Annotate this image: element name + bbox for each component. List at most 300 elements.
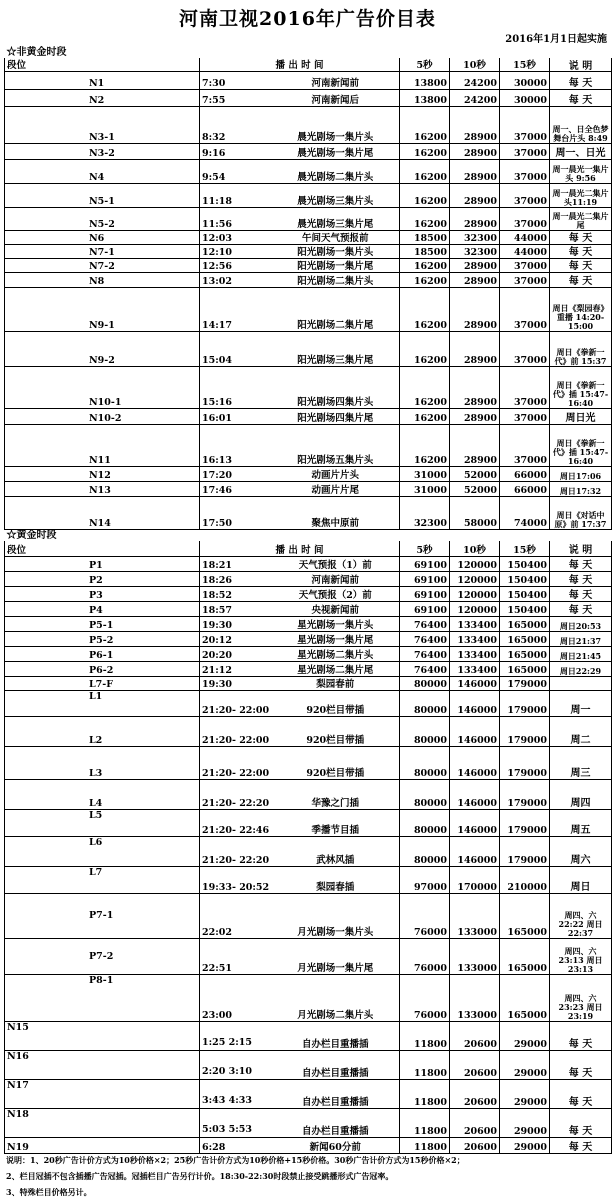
row-position: 段位 <box>5 541 200 556</box>
row-time: 7:55 <box>200 89 272 106</box>
table-row <box>5 230 612 244</box>
row-time: 8:32 <box>200 106 272 143</box>
row-note: 周日20:53 <box>550 616 612 631</box>
row-note: 每 天 <box>550 272 612 287</box>
row-position: L3 <box>5 746 200 779</box>
section-title: ☆非黄金时段 <box>6 47 67 58</box>
row-note: 每 天 <box>550 230 612 244</box>
row-program: 星光剧场一集片头 <box>272 616 400 631</box>
row-note: 说 明 <box>550 541 612 556</box>
row-time: 2:20 3:10 <box>200 1050 272 1079</box>
row-position: N1 <box>5 71 200 89</box>
row-position: L6 <box>5 836 200 866</box>
row-price-5s: 76400 <box>400 616 450 631</box>
row-position: L7 <box>5 866 200 893</box>
row-program: 自办栏目重播插 <box>272 1108 400 1137</box>
row-program: 晨光剧场三集片尾 <box>272 207 400 230</box>
table-row <box>5 938 612 974</box>
table-row <box>5 331 612 366</box>
row-position: N2 <box>5 89 200 106</box>
row-price-15s: 210000 <box>500 866 550 893</box>
row-price-10s: 28900 <box>450 143 500 159</box>
row-price-15s: 37000 <box>500 287 550 331</box>
row-program: 晨光剧场三集片头 <box>272 183 400 207</box>
row-note: 每 天 <box>550 556 612 571</box>
row-program: 动画片片尾 <box>272 481 400 496</box>
row-price-5s: 69100 <box>400 601 450 616</box>
row-price-10s: 133400 <box>450 661 500 676</box>
row-time: 21:20- 22:46 <box>200 809 272 836</box>
row-note: 每 天 <box>550 1137 612 1153</box>
row-program: 星光剧场二集片头 <box>272 646 400 661</box>
row-program: 920栏目带插 <box>272 690 400 716</box>
row-position: L7-F <box>5 676 200 690</box>
row-time: 12:56 <box>200 258 272 272</box>
row-note: 每 天 <box>550 71 612 89</box>
row-price-10s: 146000 <box>450 746 500 779</box>
table-row <box>5 616 612 631</box>
row-price-10s: 133000 <box>450 893 500 938</box>
row-position: P1 <box>5 556 200 571</box>
row-note: 每 天 <box>550 1108 612 1137</box>
row-price-15s: 179000 <box>500 690 550 716</box>
row-price-10s: 28900 <box>450 287 500 331</box>
row-program: 星光剧场一集片尾 <box>272 631 400 646</box>
row-price-5s: 11800 <box>400 1021 450 1050</box>
table-row <box>5 424 612 466</box>
row-price-10s: 28900 <box>450 183 500 207</box>
row-program: 阳光剧场五集片头 <box>272 424 400 466</box>
table-row <box>5 1021 612 1050</box>
row-price-10s: 133400 <box>450 631 500 646</box>
table-row <box>5 631 612 646</box>
row-time: 21:20- 22:20 <box>200 836 272 866</box>
header-note: 说 明 <box>550 58 612 71</box>
row-note: 周日22:29 <box>550 661 612 676</box>
table-row <box>5 1137 612 1153</box>
row-position: L5 <box>5 809 200 836</box>
row-note: 每 天 <box>550 586 612 601</box>
row-price-10s: 120000 <box>450 556 500 571</box>
row-note: 周一、日全色梦舞台片头 8:49 <box>550 106 612 143</box>
row-time: 15:16 <box>200 366 272 408</box>
row-price-15s: 37000 <box>500 331 550 366</box>
row-time: 播 出 时 间 <box>200 541 400 556</box>
header-time: 播 出 时 间 <box>200 58 400 71</box>
row-position: N14 <box>5 496 200 529</box>
table-row <box>5 481 612 496</box>
row-note: 每 天 <box>550 601 612 616</box>
row-note: 周四、六22:22 周日22:37 <box>550 893 612 938</box>
row-position: N18 <box>5 1108 200 1137</box>
row-price-15s: 37000 <box>500 159 550 183</box>
row-price-10s: 24200 <box>450 71 500 89</box>
row-program: 阳光剧场四集片尾 <box>272 408 400 424</box>
row-note: 周四、六23:23 周日23:19 <box>550 974 612 1021</box>
row-price-10s: 120000 <box>450 586 500 601</box>
row-price-5s: 13800 <box>400 71 450 89</box>
row-position: P7-1 <box>5 893 200 938</box>
row-price-10s: 20600 <box>450 1108 500 1137</box>
row-time: 9:16 <box>200 143 272 159</box>
row-note: 周三 <box>550 746 612 779</box>
row-price-5s: 11800 <box>400 1108 450 1137</box>
row-price-15s: 165000 <box>500 938 550 974</box>
row-note: 周日《拳新一代》前 15:37 <box>550 331 612 366</box>
table-row <box>5 646 612 661</box>
row-program: 武林风插 <box>272 836 400 866</box>
row-program: 新闻60分前 <box>272 1137 400 1153</box>
row-note: 周二 <box>550 716 612 746</box>
row-price-15s: 165000 <box>500 661 550 676</box>
row-price-10s: 32300 <box>450 244 500 258</box>
row-program: 河南新闻前 <box>272 71 400 89</box>
row-position: N9-1 <box>5 287 200 331</box>
row-price-15s: 29000 <box>500 1108 550 1137</box>
row-note: 周日光 <box>550 408 612 424</box>
row-price-10s: 28900 <box>450 331 500 366</box>
row-position: N13 <box>5 481 200 496</box>
row-price-5s: 5秒 <box>400 541 450 556</box>
row-price-5s: 76400 <box>400 631 450 646</box>
row-price-15s: 29000 <box>500 1137 550 1153</box>
row-price-5s: 18500 <box>400 244 450 258</box>
page-title: 河南卫视2016年广告价目表 <box>179 8 436 30</box>
row-program: 梨园春插 <box>272 866 400 893</box>
row-price-5s: 11800 <box>400 1050 450 1079</box>
row-price-15s: 37000 <box>500 106 550 143</box>
table-row <box>5 571 612 586</box>
row-price-5s: 32300 <box>400 496 450 529</box>
row-note: 每 天 <box>550 244 612 258</box>
table-row <box>5 258 612 272</box>
row-time: 16:13 <box>200 424 272 466</box>
row-note: 每 天 <box>550 1079 612 1108</box>
table-row <box>5 89 612 106</box>
row-price-5s: 16200 <box>400 331 450 366</box>
table-row <box>5 496 612 529</box>
row-price-10s: 28900 <box>450 207 500 230</box>
footnote-3: 3、特殊栏目价格另计。 <box>6 1187 92 1197</box>
header-5s: 5秒 <box>400 58 450 71</box>
row-price-10s: 133000 <box>450 974 500 1021</box>
row-price-10s: 146000 <box>450 779 500 809</box>
row-position: N15 <box>5 1021 200 1050</box>
row-price-10s: 133400 <box>450 616 500 631</box>
price-table <box>4 46 612 1154</box>
row-note: 周一晨光二集片头11:19 <box>550 183 612 207</box>
row-note: 周日17:32 <box>550 481 612 496</box>
row-time: 20:12 <box>200 631 272 646</box>
row-note: 周日21:37 <box>550 631 612 646</box>
row-price-15s: 44000 <box>500 244 550 258</box>
table-row <box>5 244 612 258</box>
row-time: 3:43 4:33 <box>200 1079 272 1108</box>
row-program: 月光剧场二集片头 <box>272 974 400 1021</box>
row-price-5s: 76000 <box>400 938 450 974</box>
row-price-5s: 76400 <box>400 646 450 661</box>
row-price-10s: 28900 <box>450 408 500 424</box>
row-price-10s: 20600 <box>450 1079 500 1108</box>
row-note: 每 天 <box>550 1050 612 1079</box>
row-position: P4 <box>5 601 200 616</box>
row-program: 阳光剧场二集片头 <box>272 272 400 287</box>
table-row <box>5 586 612 601</box>
row-price-10s: 20600 <box>450 1137 500 1153</box>
row-position: N17 <box>5 1079 200 1108</box>
row-time: 5:03 5:53 <box>200 1108 272 1137</box>
row-price-15s: 179000 <box>500 676 550 690</box>
row-price-10s: 146000 <box>450 690 500 716</box>
table-row <box>5 183 612 207</box>
section-title-row <box>5 529 612 541</box>
row-price-5s: 16200 <box>400 183 450 207</box>
row-price-15s: 37000 <box>500 366 550 408</box>
row-note: 周日《拳新一代》插 15:47-16:40 <box>550 366 612 408</box>
row-price-15s: 66000 <box>500 466 550 481</box>
row-price-5s: 16200 <box>400 207 450 230</box>
row-note: 周四 <box>550 779 612 809</box>
row-position: N19 <box>5 1137 200 1153</box>
row-position: P3 <box>5 586 200 601</box>
row-price-15s: 37000 <box>500 272 550 287</box>
section-title: ☆黄金时段 <box>6 530 57 541</box>
row-price-5s: 80000 <box>400 690 450 716</box>
header-position: 段位 <box>5 58 200 71</box>
table-row <box>5 366 612 408</box>
effective-date: 2016年1月1日起实施 <box>505 34 607 45</box>
row-price-15s: 150400 <box>500 571 550 586</box>
row-position: N6 <box>5 230 200 244</box>
row-time: 9:54 <box>200 159 272 183</box>
row-program: 动画片片头 <box>272 466 400 481</box>
row-time: 23:00 <box>200 974 272 1021</box>
row-program: 自办栏目重播插 <box>272 1079 400 1108</box>
table-row <box>5 106 612 143</box>
footnote-2: 2、栏目冠插不包含插播广告冠插。冠插栏目广告另行计价。18:30-22:30时段禁止接受跳播形式广告冠率。 <box>6 1171 394 1181</box>
row-program: 月光剧场一集片尾 <box>272 938 400 974</box>
row-price-10s: 28900 <box>450 106 500 143</box>
row-time: 21:20- 22:00 <box>200 746 272 779</box>
row-time: 17:50 <box>200 496 272 529</box>
table-header-row <box>5 541 612 556</box>
row-price-15s: 165000 <box>500 893 550 938</box>
row-price-5s: 16200 <box>400 287 450 331</box>
row-program: 阳光剧场一集片头 <box>272 244 400 258</box>
row-price-5s: 31000 <box>400 481 450 496</box>
row-position: P6-2 <box>5 661 200 676</box>
row-note: 周日《拳新一代》插 15:47-16:40 <box>550 424 612 466</box>
row-price-15s: 165000 <box>500 974 550 1021</box>
row-program: 河南新闻后 <box>272 89 400 106</box>
row-price-10s: 146000 <box>450 809 500 836</box>
row-program: 天气预报（2）前 <box>272 586 400 601</box>
table-row <box>5 676 612 690</box>
row-position: N10-1 <box>5 366 200 408</box>
table-row <box>5 836 612 866</box>
table-header-row <box>5 58 612 71</box>
row-time: 1:25 2:15 <box>200 1021 272 1050</box>
row-position: N7-1 <box>5 244 200 258</box>
row-price-5s: 80000 <box>400 676 450 690</box>
row-price-10s: 28900 <box>450 272 500 287</box>
table-row <box>5 746 612 779</box>
table-row <box>5 143 612 159</box>
row-time: 21:20- 22:20 <box>200 779 272 809</box>
row-position: P5-1 <box>5 616 200 631</box>
row-price-5s: 69100 <box>400 586 450 601</box>
row-price-10s: 58000 <box>450 496 500 529</box>
table-row <box>5 601 612 616</box>
row-program: 晨光剧场一集片尾 <box>272 143 400 159</box>
row-price-5s: 80000 <box>400 716 450 746</box>
row-time: 18:57 <box>200 601 272 616</box>
header-15s: 15秒 <box>500 58 550 71</box>
footnotes <box>6 1152 610 1200</box>
row-price-15s: 179000 <box>500 746 550 779</box>
row-position: P6-1 <box>5 646 200 661</box>
row-price-5s: 16200 <box>400 143 450 159</box>
row-time: 12:03 <box>200 230 272 244</box>
row-price-10s: 146000 <box>450 716 500 746</box>
row-price-15s: 165000 <box>500 646 550 661</box>
row-time: 20:20 <box>200 646 272 661</box>
row-time: 21:20- 22:00 <box>200 716 272 746</box>
row-price-10s: 32300 <box>450 230 500 244</box>
table-row <box>5 690 612 716</box>
row-time: 16:01 <box>200 408 272 424</box>
row-note: 周日《对话中原》前 17:37 <box>550 496 612 529</box>
row-program: 午间天气预报前 <box>272 230 400 244</box>
row-note: 周日21:45 <box>550 646 612 661</box>
row-time: 18:21 <box>200 556 272 571</box>
row-price-5s: 16200 <box>400 366 450 408</box>
row-price-5s: 13800 <box>400 89 450 106</box>
row-note: 周日《梨园春》重播 14:20-15:00 <box>550 287 612 331</box>
table-row <box>5 556 612 571</box>
row-program: 晨光剧场二集片头 <box>272 159 400 183</box>
row-price-5s: 11800 <box>400 1079 450 1108</box>
row-note: 每 天 <box>550 89 612 106</box>
table-row <box>5 779 612 809</box>
row-price-15s: 165000 <box>500 616 550 631</box>
row-price-5s: 80000 <box>400 746 450 779</box>
row-price-5s: 80000 <box>400 836 450 866</box>
row-price-10s: 146000 <box>450 836 500 866</box>
table-row <box>5 466 612 481</box>
row-price-15s: 165000 <box>500 631 550 646</box>
section-title-row <box>5 46 612 58</box>
row-price-10s: 28900 <box>450 258 500 272</box>
row-time: 17:46 <box>200 481 272 496</box>
row-note: 周五 <box>550 809 612 836</box>
row-position: L4 <box>5 779 200 809</box>
row-price-5s: 69100 <box>400 571 450 586</box>
row-price-10s: 170000 <box>450 866 500 893</box>
row-program: 阳光剧场三集片尾 <box>272 331 400 366</box>
table-row <box>5 287 612 331</box>
row-note: 周日17:06 <box>550 466 612 481</box>
row-time: 19:30 <box>200 676 272 690</box>
row-price-5s: 16200 <box>400 408 450 424</box>
row-price-5s: 16200 <box>400 159 450 183</box>
row-time: 12:10 <box>200 244 272 258</box>
row-price-5s: 11800 <box>400 1137 450 1153</box>
row-price-15s: 66000 <box>500 481 550 496</box>
row-position: P2 <box>5 571 200 586</box>
row-time: 17:20 <box>200 466 272 481</box>
row-price-5s: 16200 <box>400 106 450 143</box>
row-price-15s: 150400 <box>500 601 550 616</box>
row-program: 天气预报（1）前 <box>272 556 400 571</box>
row-time: 11:56 <box>200 207 272 230</box>
row-price-15s: 37000 <box>500 207 550 230</box>
row-program: 聚焦中原前 <box>272 496 400 529</box>
header-10s: 10秒 <box>450 58 500 71</box>
row-position: N11 <box>5 424 200 466</box>
row-price-5s: 76000 <box>400 893 450 938</box>
footnote-1: 说明：1、20秒广告计价方式为10秒价格×2；25秒广告计价方式为10秒价格+15秒价格。30秒广告计价方式为15秒价格×2； <box>6 1155 465 1165</box>
row-program: 梨园春前 <box>272 676 400 690</box>
row-position: N9-2 <box>5 331 200 366</box>
row-price-5s: 76400 <box>400 661 450 676</box>
table-row <box>5 974 612 1021</box>
row-time: 21:20- 22:00 <box>200 690 272 716</box>
row-time: 18:52 <box>200 586 272 601</box>
row-price-5s: 76000 <box>400 974 450 1021</box>
row-price-10s: 20600 <box>450 1021 500 1050</box>
row-time: 13:02 <box>200 272 272 287</box>
row-note: 周日 <box>550 866 612 893</box>
row-position: N3-1 <box>5 106 200 143</box>
table-row <box>5 809 612 836</box>
row-price-10s: 133000 <box>450 938 500 974</box>
row-program: 星光剧场二集片尾 <box>272 661 400 676</box>
row-note: 每 天 <box>550 258 612 272</box>
row-note: 每 天 <box>550 1021 612 1050</box>
row-price-10s: 10秒 <box>450 541 500 556</box>
table-row <box>5 1050 612 1079</box>
row-program: 阳光剧场四集片头 <box>272 366 400 408</box>
row-time: 21:12 <box>200 661 272 676</box>
row-note: 周六 <box>550 836 612 866</box>
row-price-15s: 30000 <box>500 71 550 89</box>
row-position: P5-2 <box>5 631 200 646</box>
row-note: 周一晨光一集片头 9:56 <box>550 159 612 183</box>
row-price-5s: 16200 <box>400 258 450 272</box>
row-price-15s: 29000 <box>500 1079 550 1108</box>
row-program: 阳光剧场一集片尾 <box>272 258 400 272</box>
row-program: 920栏目带插 <box>272 716 400 746</box>
row-price-10s: 146000 <box>450 676 500 690</box>
row-position: N7-2 <box>5 258 200 272</box>
row-price-5s: 31000 <box>400 466 450 481</box>
row-price-15s: 29000 <box>500 1050 550 1079</box>
row-time: 15:04 <box>200 331 272 366</box>
row-price-10s: 28900 <box>450 159 500 183</box>
row-time: 19:33- 20:52 <box>200 866 272 893</box>
row-note: 周四、六23:13 周日23:13 <box>550 938 612 974</box>
row-price-10s: 52000 <box>450 466 500 481</box>
row-note <box>550 676 612 690</box>
row-price-15s: 29000 <box>500 1021 550 1050</box>
row-position: N3-2 <box>5 143 200 159</box>
table-row <box>5 71 612 89</box>
table-row <box>5 1079 612 1108</box>
row-price-10s: 120000 <box>450 601 500 616</box>
row-price-10s: 120000 <box>450 571 500 586</box>
row-price-15s: 179000 <box>500 836 550 866</box>
